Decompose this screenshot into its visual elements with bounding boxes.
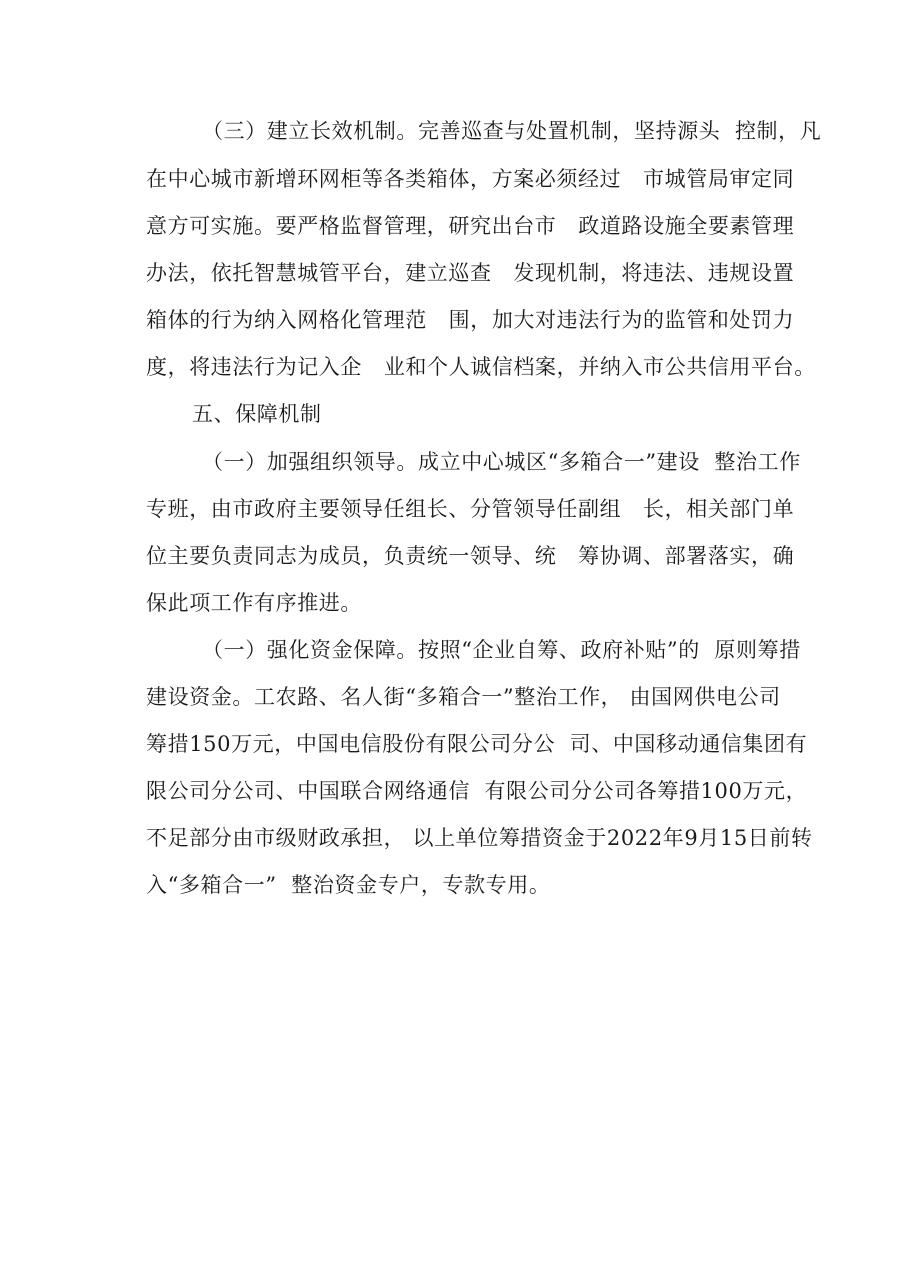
paragraph-line: 建设资金。工农路、名人街“多箱合一”整治工作， 由国网供电公司 bbox=[146, 685, 781, 709]
paragraph-line: 意方可实施。要严格监督管理，研究出台市 政道路设施全要素管理 bbox=[146, 214, 795, 238]
paragraph-line: 入“多箱合一” 整治资金专户，专款专用。 bbox=[146, 873, 551, 897]
paragraph-line: 限公司分公司、中国联合网络通信 有限公司分公司各筹措100万元， bbox=[146, 779, 808, 803]
paragraph-line: （一）加强组织领导。成立中心城区“多箱合一”建设 整治工作 bbox=[202, 450, 801, 474]
paragraph-line: 度，将违法行为记入企 业和个人诚信档案，并纳入市公共信用平台。 bbox=[146, 355, 816, 379]
paragraph-line: 筹措150万元，中国电信股份有限公司分公 司、中国移动通信集团有 bbox=[146, 732, 808, 756]
paragraph-line: 保此项工作有序推进。 bbox=[146, 591, 362, 615]
paragraph-line: 在中心城市新增环网柜等各类箱体，方案必须经过 市城管局审定同 bbox=[146, 167, 795, 191]
paragraph-line: 位主要负责同志为成员，负责统一领导、统 筹协调、部署落实，确 bbox=[146, 544, 795, 568]
paragraph-line: 办法，依托智慧城管平台，建立巡查 发现机制，将违法、违规设置 bbox=[146, 261, 795, 285]
paragraph-line: 不足部分由市级财政承担， 以上单位筹措资金于2022年9月15日前转 bbox=[146, 826, 813, 850]
paragraph-line: 箱体的行为纳入网格化管理范 围，加大对违法行为的监管和处罚力 bbox=[146, 308, 795, 332]
paragraph-line: 专班，由市政府主要领导任组长、分管领导任副组 长，相关部门单 bbox=[146, 497, 795, 521]
section-heading: 五、保障机制 bbox=[192, 402, 322, 426]
paragraph-line: （三）建立长效机制。完善巡查与处置机制，坚持源头 控制，凡 bbox=[202, 119, 822, 143]
paragraph-line: （一）强化资金保障。按照“企业自筹、政府补贴”的 原则筹措 bbox=[202, 638, 801, 662]
